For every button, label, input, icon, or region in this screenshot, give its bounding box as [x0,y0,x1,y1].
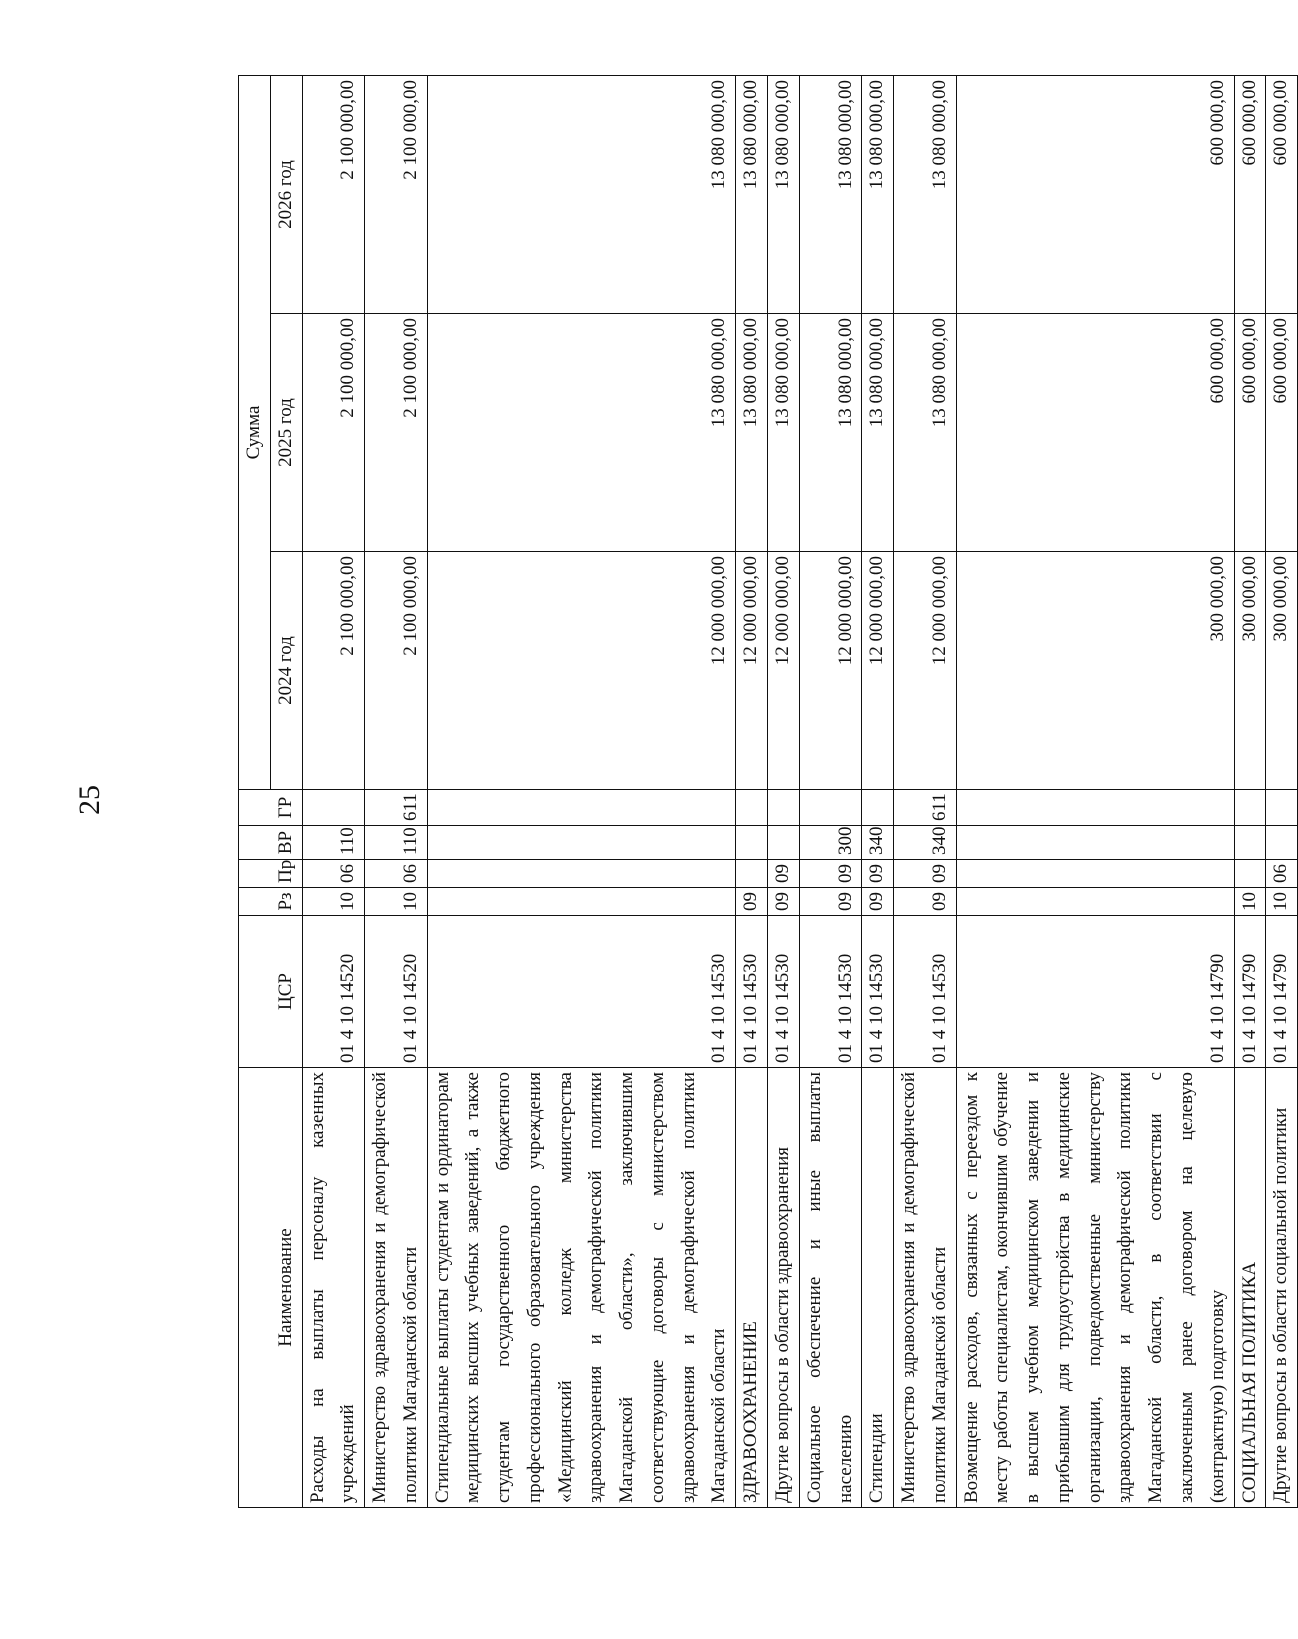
cell-vr [1266,826,1298,860]
cell-csr: 01 4 10 14530 [862,916,894,1068]
cell-pr: 06 [1266,860,1298,888]
table-row [1266,76,1298,1508]
header-vr: ВР [239,826,303,860]
cell-2024: 300 000,00 [956,552,1234,790]
cell-gr [302,790,365,826]
cell-2026: 13 080 000,00 [894,76,957,314]
cell-pr: 06 [365,860,428,888]
cell-2025: 2 100 000,00 [302,314,365,552]
cell-vr [768,826,800,860]
cell-gr [956,790,1234,826]
header-csr: ЦСР [239,916,303,1068]
cell-name: Стипендии [862,1068,894,1508]
cell-pr: 09 [799,860,862,888]
table-row [894,76,957,1508]
cell-gr: 611 [365,790,428,826]
cell-vr: 110 [302,826,365,860]
cell-csr: 01 4 10 14790 [956,916,1234,1068]
cell-gr [862,790,894,826]
table-row [862,76,894,1508]
cell-2026: 2 100 000,00 [302,76,365,314]
cell-pr [956,860,1234,888]
cell-name: ЗДРАВООХРАНЕНИЕ [736,1068,768,1508]
cell-rz: 10 [365,888,428,916]
table-row [956,76,1234,1508]
cell-name: Другие вопросы в области здравоохранения [768,1068,800,1508]
cell-vr [1234,826,1266,860]
cell-2026: 600 000,00 [1234,76,1266,314]
cell-2024: 2 100 000,00 [365,552,428,790]
cell-vr: 110 [365,826,428,860]
cell-vr [427,826,736,860]
cell-rz: 10 [1234,888,1266,916]
cell-2024: 300 000,00 [1234,552,1266,790]
cell-name: Стипендиальные выплаты студентам и ординаторам медицинских высших учебных заведений, а также студентам государственного бюджетного профессионального образовательного учреждения «Медицинский колледж министерства здравоохранения и демографической политики Магаданской области», заключившим соответствующие договоры с министерством здравоохранения и демографической политики Магаданской области [427,1068,736,1508]
cell-csr: 01 4 10 14520 [302,916,365,1068]
cell-rz: 09 [768,888,800,916]
cell-gr [427,790,736,826]
cell-vr: 340 [894,826,957,860]
cell-name: Министерство здравоохранения и демографической политики Магаданской области [365,1068,428,1508]
cell-2026: 13 080 000,00 [768,76,800,314]
cell-2025: 13 080 000,00 [894,314,957,552]
cell-2025: 600 000,00 [956,314,1234,552]
cell-csr: 01 4 10 14530 [736,916,768,1068]
cell-vr: 300 [799,826,862,860]
cell-csr: 01 4 10 14530 [768,916,800,1068]
cell-csr: 01 4 10 14530 [427,916,736,1068]
cell-pr: 06 [302,860,365,888]
cell-name: Другие вопросы в области социальной политики [1266,1068,1298,1508]
header-pr: Пр [239,860,303,888]
cell-2026: 13 080 000,00 [799,76,862,314]
cell-2025: 13 080 000,00 [799,314,862,552]
cell-rz: 09 [799,888,862,916]
cell-2026: 13 080 000,00 [736,76,768,314]
cell-vr [736,826,768,860]
cell-name: Расходы на выплаты персоналу казенных учреждений [302,1068,365,1508]
cell-2024: 12 000 000,00 [427,552,736,790]
cell-2024: 12 000 000,00 [736,552,768,790]
table-row [427,76,736,1508]
header-sum: Сумма [239,76,271,790]
cell-vr: 340 [862,826,894,860]
header-year-2025: 2025 год [270,314,302,552]
table-row [768,76,800,1508]
cell-2025: 2 100 000,00 [365,314,428,552]
cell-2026: 2 100 000,00 [365,76,428,314]
cell-name: Министерство здравоохранения и демографической политики Магаданской области [894,1068,957,1508]
cell-rz: 09 [736,888,768,916]
cell-2025: 13 080 000,00 [768,314,800,552]
table-row [1234,76,1266,1508]
page-number: 25 [73,785,106,815]
header-name: Наименование [239,1068,303,1508]
budget-table [238,75,1298,1508]
table-body [302,76,1298,1508]
table-row [736,76,768,1508]
cell-2024: 12 000 000,00 [799,552,862,790]
cell-2025: 13 080 000,00 [427,314,736,552]
cell-vr [956,826,1234,860]
cell-rz [427,888,736,916]
cell-2026: 13 080 000,00 [427,76,736,314]
cell-rz: 09 [894,888,957,916]
cell-rz: 10 [302,888,365,916]
header-year-2026: 2026 год [270,76,302,314]
cell-2024: 2 100 000,00 [302,552,365,790]
cell-name: Социальное обеспечение и иные выплаты населению [799,1068,862,1508]
table-header-row [239,76,271,1508]
header-rz: Рз [239,888,303,916]
cell-name: Возмещение расходов, связанных с переездом к месту работы специалистам, окончившим обучение в высшем учебном медицинском заведении и прибывшим для трудоустройства в медицинские организации, подведомственные министерству здравоохранения и демографической политики Магаданской области, в соответствии с заключенным ранее договором на целевую (контрактную) подготовку [956,1068,1234,1508]
cell-gr [736,790,768,826]
cell-rz: 10 [1266,888,1298,916]
cell-pr [427,860,736,888]
header-gr: ГР [239,790,303,826]
cell-2026: 600 000,00 [1266,76,1298,314]
cell-pr: 09 [862,860,894,888]
cell-pr: 09 [894,860,957,888]
cell-gr: 611 [894,790,957,826]
cell-2025: 13 080 000,00 [736,314,768,552]
header-year-2024: 2024 год [270,552,302,790]
cell-gr [1266,790,1298,826]
table-row [302,76,365,1508]
cell-2026: 13 080 000,00 [862,76,894,314]
cell-csr: 01 4 10 14790 [1266,916,1298,1068]
cell-2024: 12 000 000,00 [768,552,800,790]
cell-2026: 600 000,00 [956,76,1234,314]
cell-2025: 600 000,00 [1266,314,1298,552]
cell-csr: 01 4 10 14530 [799,916,862,1068]
cell-2025: 600 000,00 [1234,314,1266,552]
table-row [365,76,428,1508]
cell-pr [736,860,768,888]
cell-2024: 12 000 000,00 [894,552,957,790]
cell-2025: 13 080 000,00 [862,314,894,552]
cell-gr [1234,790,1266,826]
cell-csr: 01 4 10 14790 [1234,916,1266,1068]
cell-csr: 01 4 10 14520 [365,916,428,1068]
cell-gr [768,790,800,826]
cell-csr: 01 4 10 14530 [894,916,957,1068]
cell-name: СОЦИАЛЬНАЯ ПОЛИТИКА [1234,1068,1266,1508]
budget-table-wrapper [238,78,1292,1508]
cell-pr [1234,860,1266,888]
cell-2024: 300 000,00 [1266,552,1298,790]
cell-pr: 09 [768,860,800,888]
cell-gr [799,790,862,826]
cell-rz: 09 [862,888,894,916]
table-row [799,76,862,1508]
cell-rz [956,888,1234,916]
cell-2024: 12 000 000,00 [862,552,894,790]
